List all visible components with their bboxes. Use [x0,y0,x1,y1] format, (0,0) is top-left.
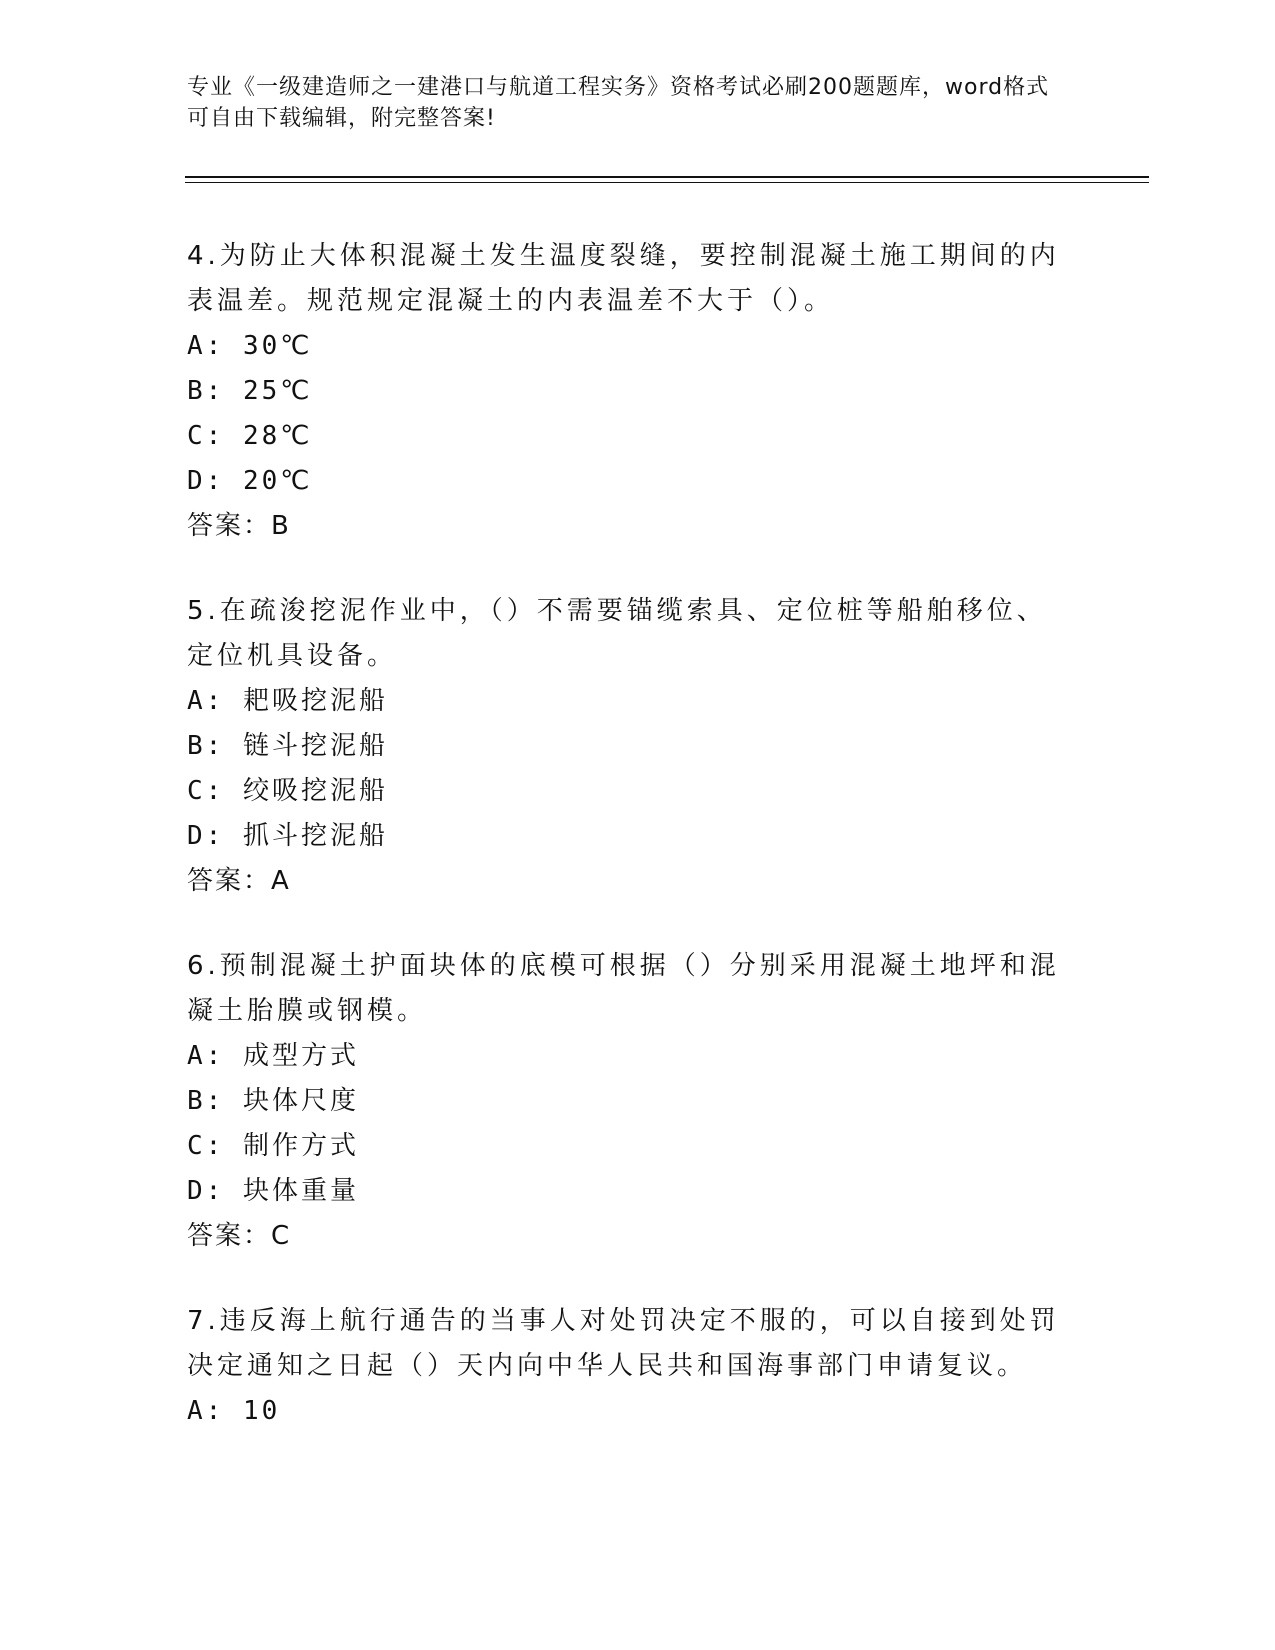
option-d: D: 20℃ [187,466,313,496]
option-b: B: 块体尺度 [187,1086,359,1116]
option-c: C: 制作方式 [187,1131,359,1161]
answer: 答案：C [187,1221,292,1251]
option-a: A: 10 [187,1396,281,1426]
question-6 [187,944,1067,1259]
question-stem: 6.预制混凝土护面块体的底模可根据（）分别采用混凝土地坪和混凝土胎膜或钢模。 [187,951,1060,1026]
question-stem: 4.为防止大体积混凝土发生温度裂缝，要控制混凝土施工期间的内表温差。规范规定混凝土的内表温差不大于（）。 [187,241,1060,316]
question-7 [187,1299,1067,1434]
question-5 [187,589,1067,904]
option-a: A: 耙吸挖泥船 [187,686,388,716]
option-d: D: 抓斗挖泥船 [187,821,388,851]
option-c: C: 28℃ [187,421,313,451]
option-d: D: 块体重量 [187,1176,359,1206]
question-list [187,234,1067,1474]
question-4 [187,234,1067,549]
document-header: 专业《一级建造师之一建港口与航道工程实务》资格考试必刷200题题库，word格式可自由下载编辑，附完整答案! [187,75,1050,131]
option-c: C: 绞吸挖泥船 [187,776,388,806]
option-b: B: 链斗挖泥船 [187,731,388,761]
answer: 答案：B [187,511,291,541]
option-a: A: 成型方式 [187,1041,359,1071]
header-divider-thin [185,182,1149,183]
option-a: A: 30℃ [187,331,313,361]
option-b: B: 25℃ [187,376,313,406]
answer: 答案：A [187,866,291,896]
question-stem: 5.在疏浚挖泥作业中，（）不需要锚缆索具、定位桩等船舶移位、定位机具设备。 [187,596,1047,671]
question-stem: 7.违反海上航行通告的当事人对处罚决定不服的，可以自接到处罚决定通知之日起（）天内向中华人民共和国海事部门申请复议。 [187,1306,1060,1381]
header-divider-thick [185,176,1149,178]
